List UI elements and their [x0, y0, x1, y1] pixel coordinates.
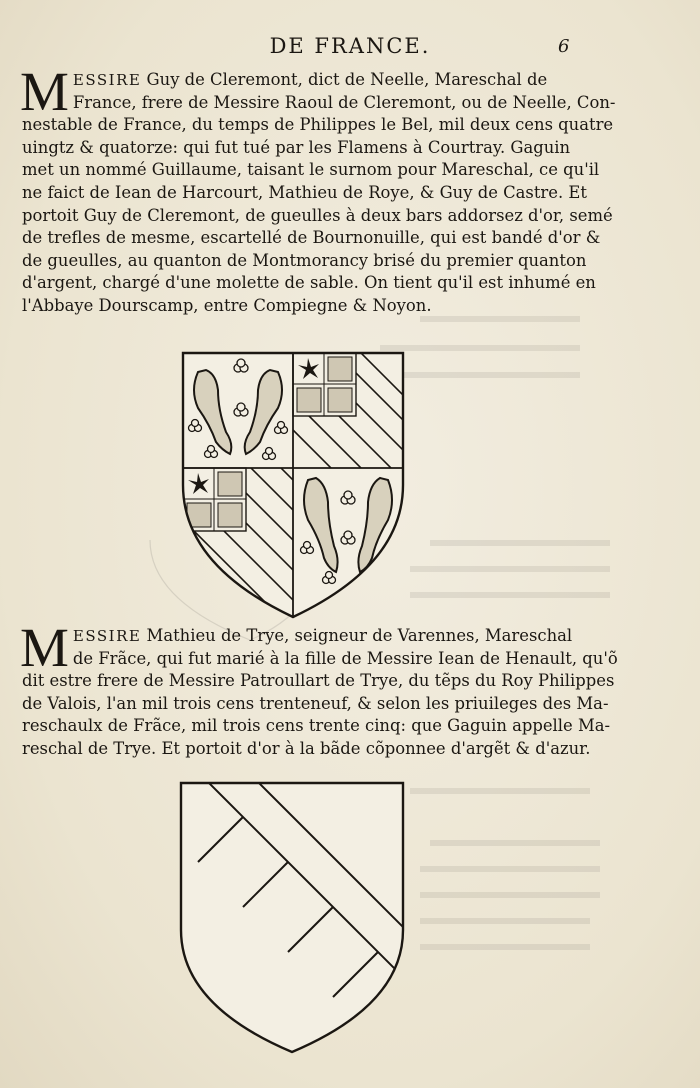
text-line: met un nommé Guillaume, taisant le surnom pour Mareschal, ce qu'il — [22, 160, 600, 180]
text-line: de Frãce, qui fut marié à la fille de Messire Iean de Henault, qu'õ — [72, 648, 618, 668]
entry-heading: ESSIRE — [72, 71, 142, 89]
text-line: portoit Guy de Cleremont, de gueulles à deux bars addorsez d'or, semé — [22, 205, 613, 225]
text-line: France, frere de Messire Raoul de Cleremont, ou de Neelle, Con- — [72, 92, 616, 112]
text-line: d'argent, chargé d'une molette de sable. On tient qu'il est inhumé en — [22, 273, 596, 293]
text-line: ESSIRE Guy de Cleremont, dict de Neelle, Mareschal de — [72, 70, 548, 89]
text-line: ESSIRE Mathieu de Trye, seigneur de Varennes, Mareschal — [72, 626, 573, 645]
text-line: dit estre frere de Messire Patroullart de Trye, du tẽps du Roy Philippes — [22, 671, 615, 691]
text-line: uingtz & quatorze: qui fut tué par les Flamens à Courtray. Gaguin — [22, 137, 571, 157]
text-line: de Valois, l'an mil trois cens trenteneuf, & selon les priuileges des Ma- — [22, 693, 609, 713]
coat-of-arms-trye — [176, 780, 408, 1055]
page-header — [0, 34, 700, 62]
text-line: ne faict de Iean de Harcourt, Mathieu de Roye, & Guy de Castre. Et — [22, 182, 587, 202]
entry-mathieu-de-trye — [20, 617, 618, 761]
drop-cap: M — [20, 617, 69, 678]
drop-cap: M — [20, 61, 69, 122]
entry-heading: ESSIRE — [72, 627, 142, 645]
page-number: 6 — [558, 36, 570, 57]
text-line: de gueulles, au quanton de Montmorancy brisé du premier quanton — [22, 250, 587, 270]
text-line: de trefles de mesme, escartellé de Bournonuille, qui est bandé d'or & — [22, 228, 601, 248]
text-line: nestable de France, du temps de Philippes le Bel, mil deux cens quatre — [22, 115, 614, 135]
text-line: l'Abbaye Dourscamp, entre Compiegne & Noyon. — [22, 295, 432, 315]
text-line: reschaulx de Frãce, mil trois cens trente cinq: que Gaguin appelle Ma- — [22, 716, 611, 736]
entry-guy-de-cleremont — [20, 61, 616, 318]
text-line: reschal de Trye. Et portoit d'or à la bãde cõponnee d'argẽt & d'azur. — [22, 738, 591, 758]
running-head: DE FRANCE. — [269, 34, 431, 58]
coat-of-arms-cleremont — [178, 350, 408, 620]
